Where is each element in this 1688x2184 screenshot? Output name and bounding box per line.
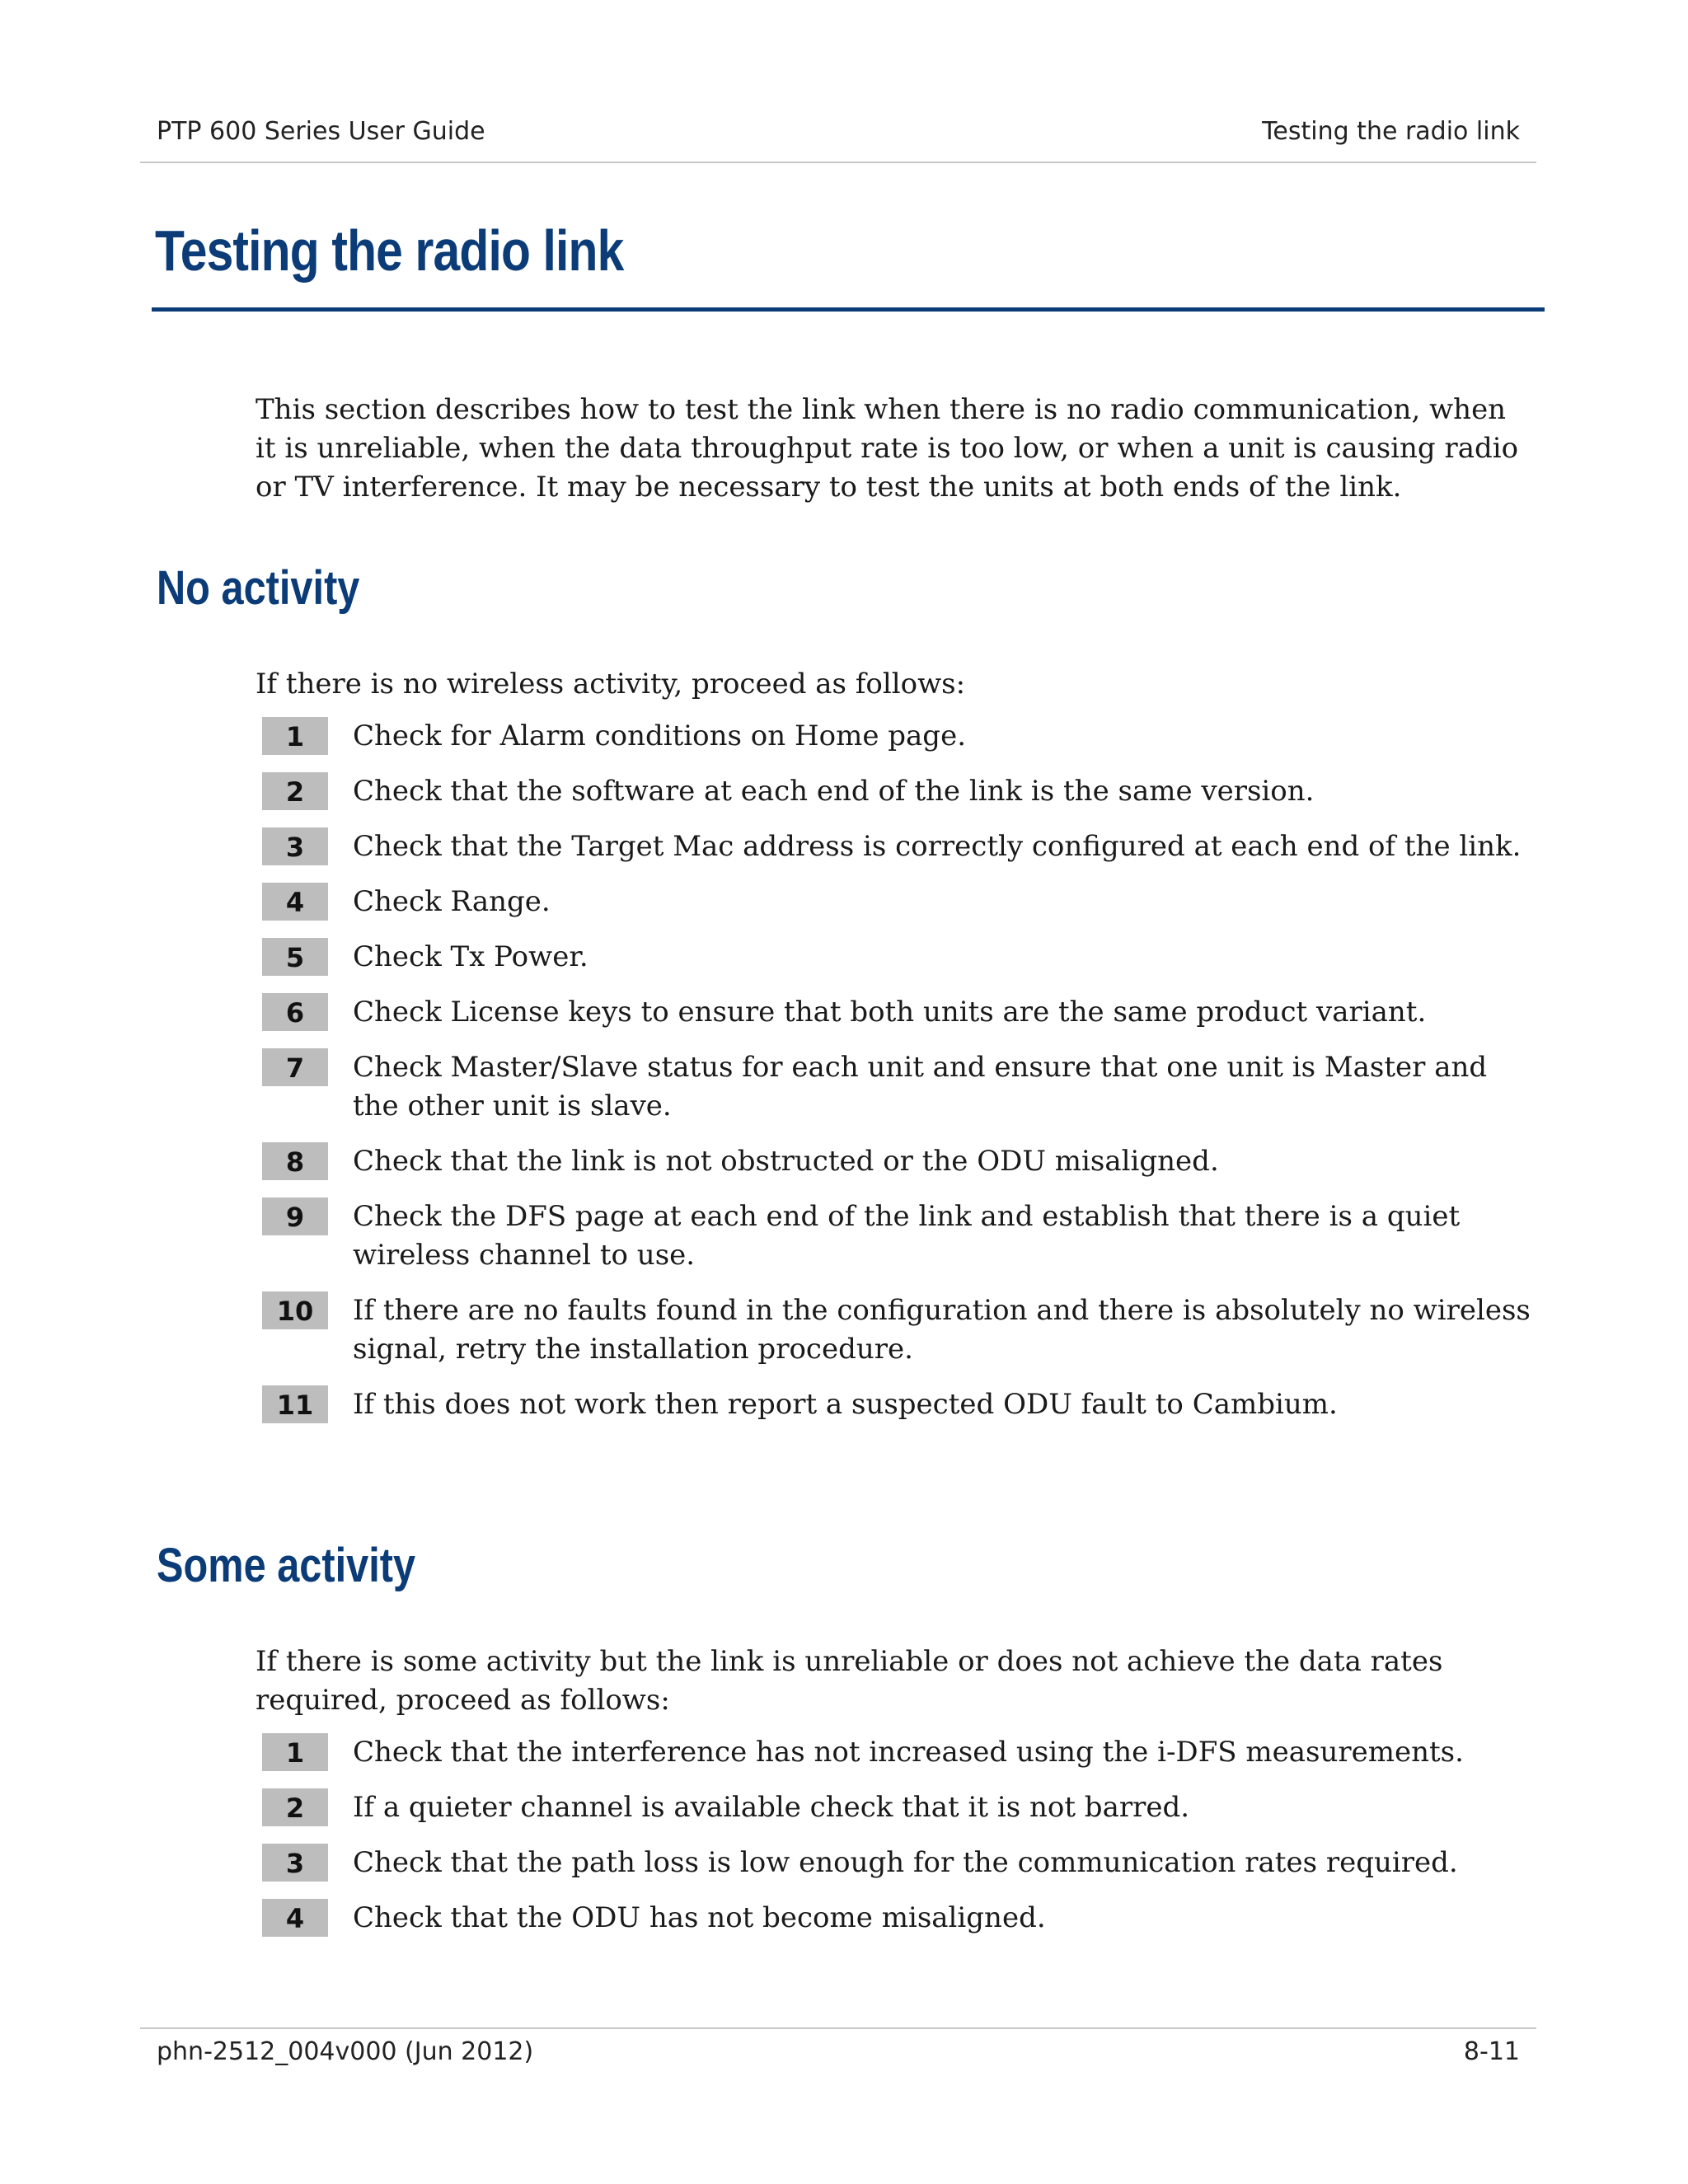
step-text: Check the DFS page at each end of the link and establish that there is a quiet wireless channel to use. bbox=[353, 1200, 1461, 1272]
step-number-badge: 4 bbox=[262, 1899, 328, 1937]
step-text: If there are no faults found in the configuration and there is absolutely no wireless signal, retry the installation procedure. bbox=[353, 1294, 1531, 1366]
step-number-badge: 9 bbox=[262, 1197, 328, 1235]
step-number-badge: 2 bbox=[262, 1788, 328, 1826]
step-number-badge: 10 bbox=[262, 1291, 328, 1329]
step-number-badge: 5 bbox=[262, 938, 328, 976]
some-activity-lead: If there is some activity but the link is unreliable or does not achieve the data rates required, proceed as follows: bbox=[256, 1645, 1443, 1717]
page-header bbox=[157, 117, 1520, 146]
page-footer bbox=[157, 2037, 1520, 2066]
list-item bbox=[262, 1142, 1531, 1181]
list-item bbox=[262, 993, 1531, 1032]
step-number-badge: 8 bbox=[262, 1142, 328, 1180]
header-section-title: Testing the radio link bbox=[1262, 117, 1520, 146]
step-text: Check for Alarm conditions on Home page. bbox=[353, 719, 966, 752]
step-number-badge: 1 bbox=[262, 1733, 328, 1771]
footer-document-id: phn-2512_004v000 (Jun 2012) bbox=[157, 2037, 534, 2066]
list-item bbox=[262, 1385, 1531, 1424]
step-number-badge: 6 bbox=[262, 993, 328, 1031]
header-document-title: PTP 600 Series User Guide bbox=[157, 117, 485, 146]
footer-page-number: 8-11 bbox=[1463, 2037, 1520, 2066]
step-number-badge: 7 bbox=[262, 1048, 328, 1086]
step-number-badge: 4 bbox=[262, 883, 328, 921]
step-text: If a quieter channel is available check that it is not barred. bbox=[353, 1791, 1190, 1824]
step-text: Check that the path loss is low enough for the communication rates required. bbox=[353, 1846, 1458, 1879]
no-activity-steps bbox=[262, 717, 1531, 1441]
list-item bbox=[262, 1197, 1531, 1275]
list-item bbox=[262, 1048, 1531, 1126]
step-text: Check License keys to ensure that both units are the same product variant. bbox=[353, 996, 1427, 1029]
no-activity-lead: If there is no wireless activity, proceed as follows: bbox=[256, 668, 966, 701]
header-divider bbox=[140, 162, 1536, 163]
step-number-badge: 3 bbox=[262, 827, 328, 865]
some-activity-steps bbox=[262, 1733, 1531, 1954]
list-item bbox=[262, 717, 1531, 756]
step-text: Check Master/Slave status for each unit and ensure that one unit is Master and the other unit is slave. bbox=[353, 1051, 1488, 1122]
step-number-badge: 2 bbox=[262, 772, 328, 810]
list-item bbox=[262, 1733, 1531, 1772]
footer-divider bbox=[140, 2027, 1536, 2029]
list-item bbox=[262, 1291, 1531, 1369]
step-text: Check that the ODU has not become misaligned. bbox=[353, 1901, 1046, 1934]
list-item bbox=[262, 827, 1531, 866]
list-item bbox=[262, 883, 1531, 921]
intro-paragraph: This section describes how to test the link when there is no radio communication, when it is unreliable, when the data throughput rate is too low, or when a unit is causing radio or TV interference. It may be necessary to test the units at both ends of the link. bbox=[256, 393, 1519, 504]
title-underline bbox=[152, 307, 1545, 312]
list-item bbox=[262, 1788, 1531, 1827]
step-text: Check Tx Power. bbox=[353, 940, 588, 973]
step-number-badge: 1 bbox=[262, 717, 328, 755]
step-text: Check that the link is not obstructed or the ODU misaligned. bbox=[353, 1145, 1219, 1178]
step-text: Check Range. bbox=[353, 885, 551, 918]
list-item bbox=[262, 938, 1531, 977]
step-number-badge: 11 bbox=[262, 1385, 328, 1423]
page-title: Testing the radio link bbox=[155, 218, 624, 283]
section-heading-no-activity: No activity bbox=[157, 561, 360, 615]
list-item bbox=[262, 772, 1531, 811]
list-item bbox=[262, 1899, 1531, 1938]
section-heading-some-activity: Some activity bbox=[157, 1539, 416, 1592]
step-text: Check that the Target Mac address is correctly configured at each end of the link. bbox=[353, 830, 1522, 863]
step-text: Check that the software at each end of the link is the same version. bbox=[353, 775, 1315, 808]
list-item bbox=[262, 1844, 1531, 1882]
step-text: If this does not work then report a suspected ODU fault to Cambium. bbox=[353, 1388, 1338, 1421]
step-number-badge: 3 bbox=[262, 1844, 328, 1882]
step-text: Check that the interference has not increased using the i-DFS measurements. bbox=[353, 1736, 1464, 1769]
